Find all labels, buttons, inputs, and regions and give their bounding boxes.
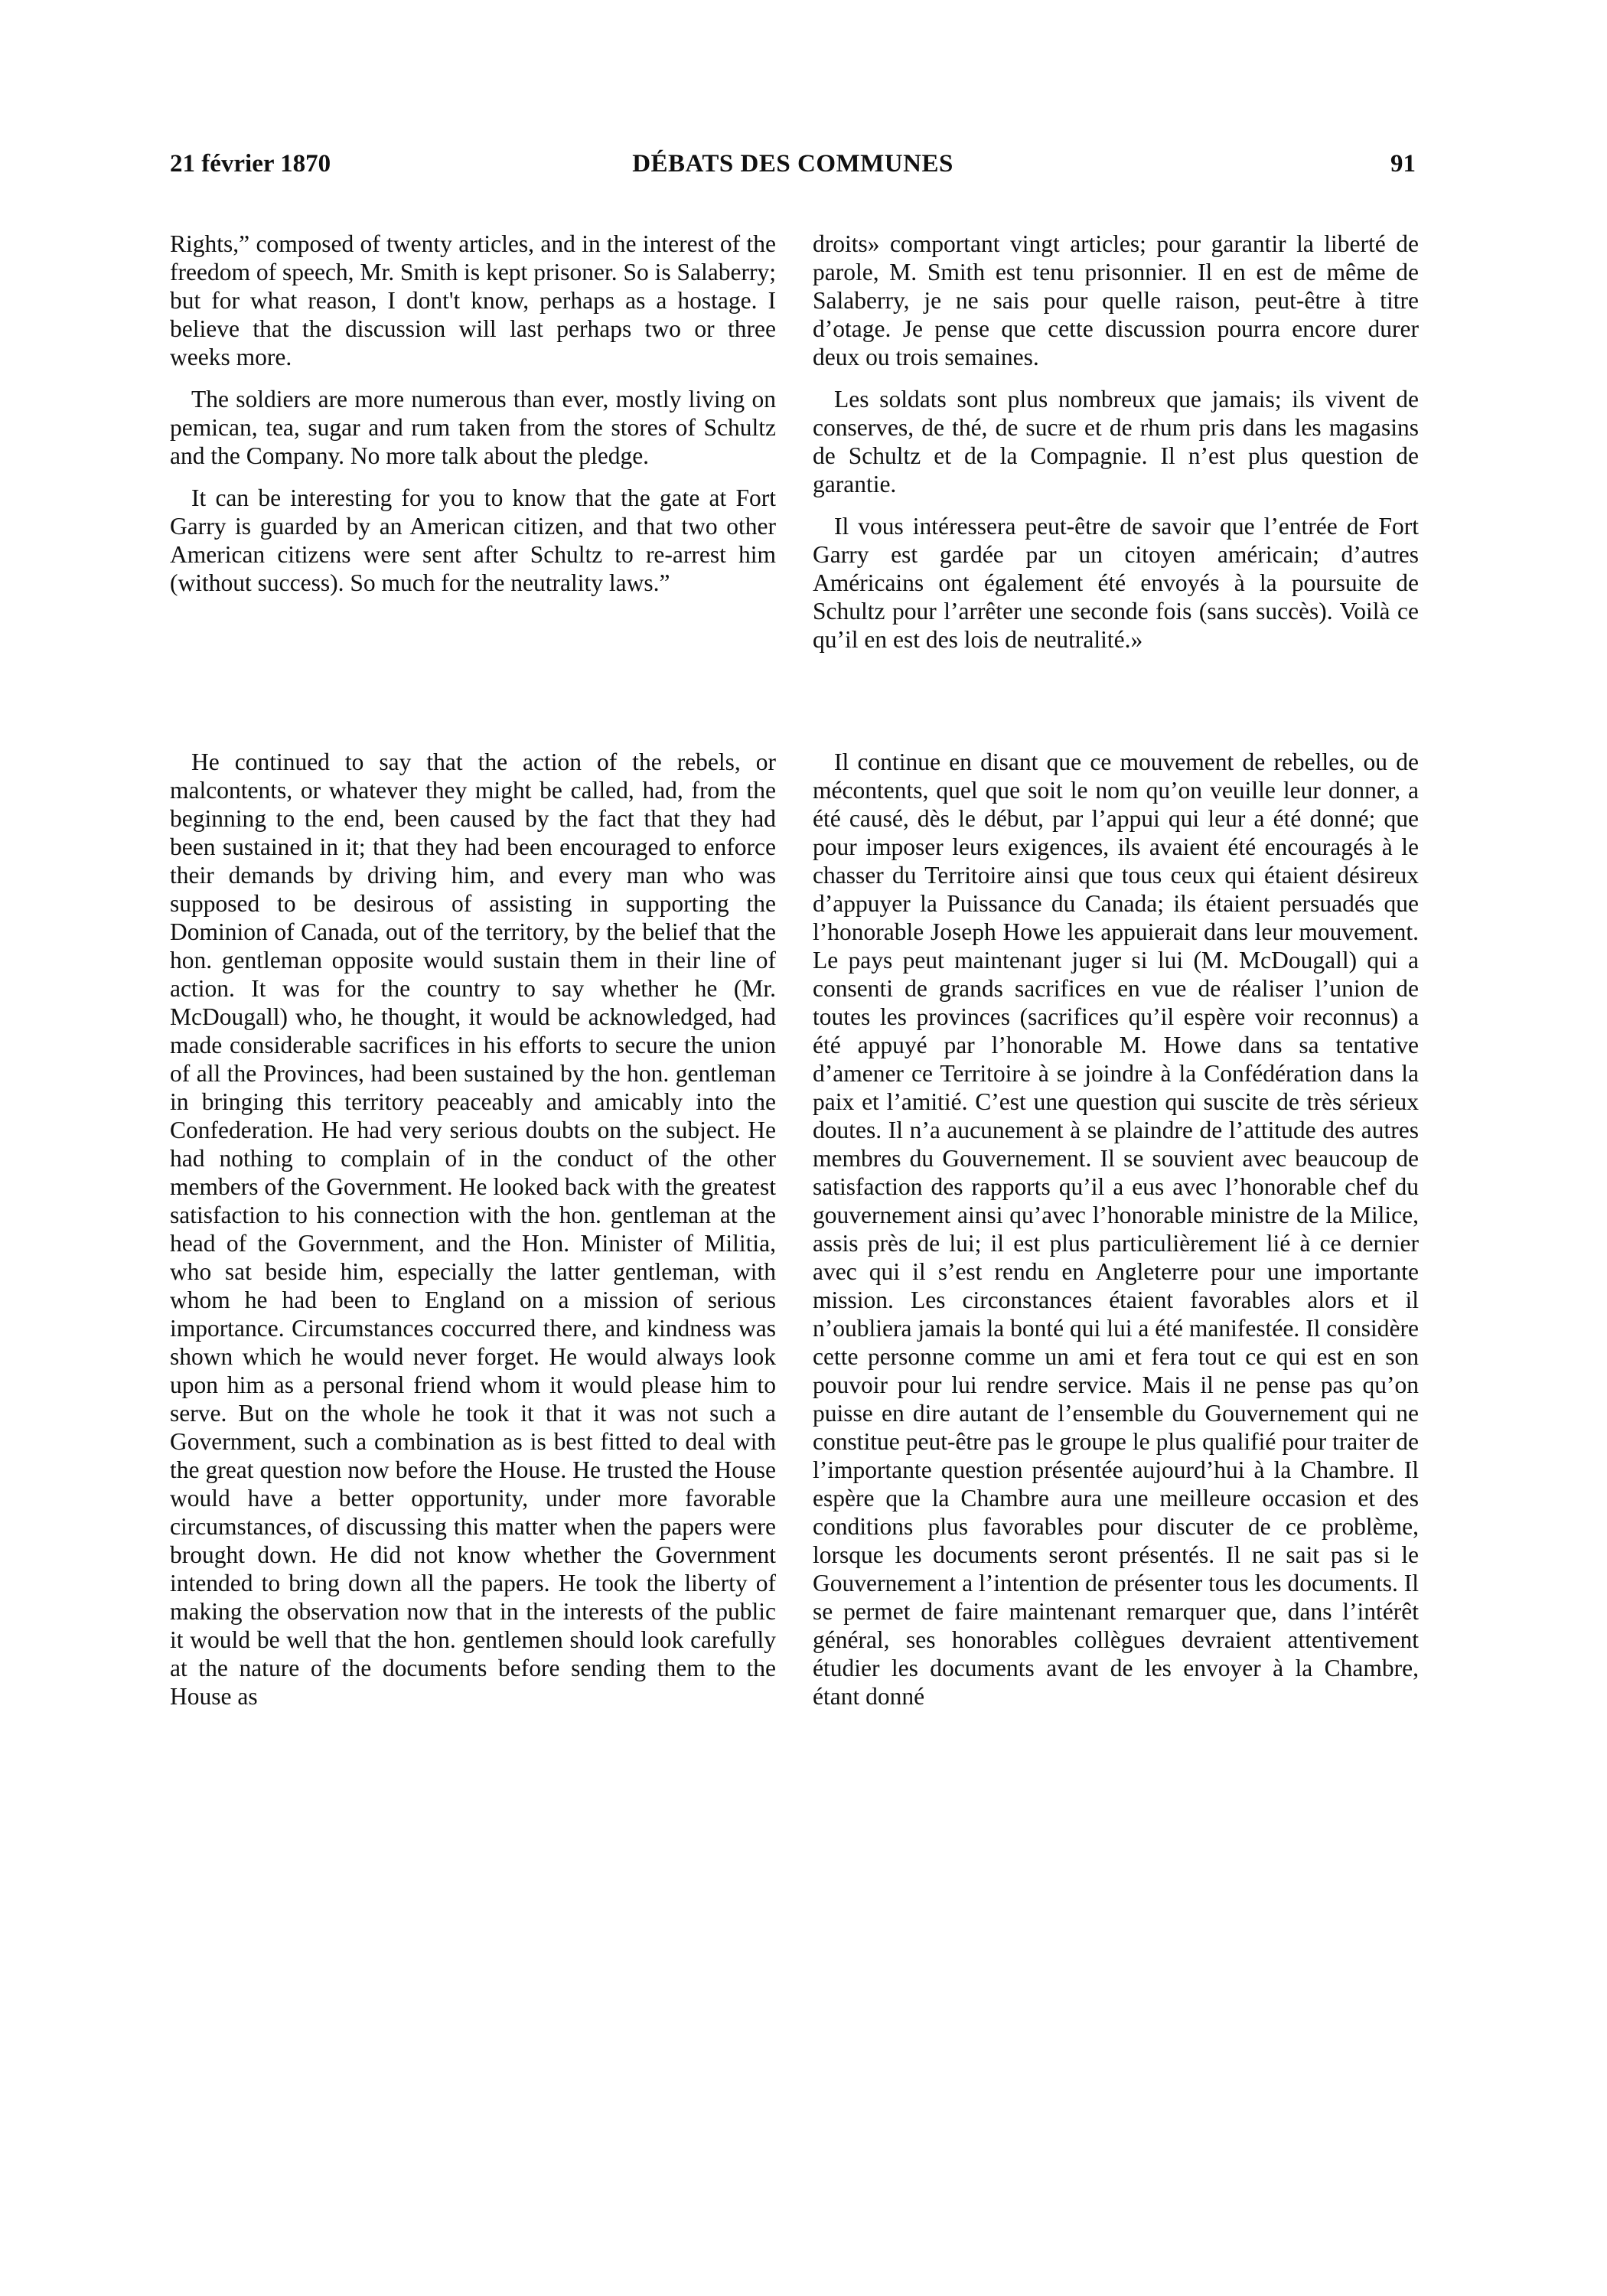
paragraph: Il continue en disant que ce mouvement de rebelles, ou de mécontents, quel que soit le nom qu’on veuille leur donner, a été causé, dès le début, par l’appui qui leur a été donné; que pour imposer leurs exigences, ils avaient été encouragés à le chasser du Territoire ainsi que tous ceux qui étaient désireux d’appuyer la Puissance du Canada; ils étaient persuadés que l’honorable Joseph Howe les appuierait dans leur mouvement. Le pays peut maintenant juger si lui (M. McDougall) qui a consenti de grands sacrifices en vue de réaliser l’union de toutes les provinces (sacrifices qu’il espère voir reconnus) a été appuyé par l’honorable M. Howe dans sa tentative d’amener ce Territoire à se joindre à la Confédération dans la paix et l’amitié. C’est une question qui suscite de très sérieux doutes. Il n’a aucunement à se plaindre de l’attitude des autres membres du Gouvernement. Il se souvient avec beaucoup de satisfaction des rapports qu’il a eus avec l’honorable chef du gouvernement ainsi qu’avec l’honorable ministre de la Milice, assis près de lui; il est plus particulièrement lié à ce dernier avec qui il s’est rendu en Angleterre pour une importante mission. Les circonstances étaient favorables alors et il n’oubliera jamais la bonté qui lui a été manifestée. Il considère cette personne comme un ami et fera tout ce qui est en son pouvoir pour lui rendre service. Mais il ne pense pas qu’on puisse en dire autant de l’ensemble du Gouvernement qui ne constitue peut-être pas le groupe le plus qualifié pour traiter de l’importante question présentée aujourd’hui à la Chambre. Il espère que la Chambre aura une meilleure occasion et des conditions plus favorables pour discuter de ce problème, lorsque les documents seront présentés. Il ne sait pas si le Gouvernement a l’intention de présenter tous les documents. Il se permet de faire maintenant remarquer que, dans l’intérêt général, ses honorables collègues devraient attentivement étudier les documents avant de les envoyer à la Chambre, étant donné bbox=[813, 748, 1419, 1710]
paragraph: droits» comportant vingt articles; pour garantir la liberté de parole, M. Smith est tenu prisonnier. Il en est de même de Salaberry, je ne sais pour quelle raison, peut-être à titre d’otage. Je pense que cette discussion pourra encore durer deux ou trois semaines. bbox=[813, 230, 1419, 370]
paragraph: Les soldats sont plus nombreux que jamais; ils vivent de conserves, de thé, de sucre et de rhum pris dans les magasins de Schultz et de la Compagnie. Il n’est plus question de garantie. bbox=[813, 386, 1419, 497]
french-column-top bbox=[813, 230, 1419, 667]
header-date: 21 février 1870 bbox=[170, 150, 331, 178]
paragraph: The soldiers are more numerous than ever, mostly living on pemican, tea, sugar and rum taken from the stores of Schultz and the Company. No more talk about the pledge. bbox=[170, 386, 776, 469]
paragraph: Rights,” composed of twenty articles, and in the interest of the freedom of speech, Mr. Smith is kept prisoner. So is Salaberry; but for what reason, I dont't know, perhaps as a hostage. I believe that the discussion will last perhaps two or three weeks more. bbox=[170, 230, 776, 370]
page-number: 91 bbox=[1390, 150, 1416, 178]
page-header bbox=[170, 150, 1416, 188]
header-title: DÉBATS DES COMMUNES bbox=[632, 150, 953, 178]
french-column-main bbox=[813, 748, 1419, 1724]
paragraph: It can be interesting for you to know that the gate at Fort Garry is guarded by an American citizen, and that two other American citizens were sent after Schultz to re-arrest him (without success). So much for the neutrality laws.” bbox=[170, 484, 776, 596]
paragraph: Il vous intéressera peut-être de savoir que l’entrée de Fort Garry est gardée par un citoyen américain; d’autres Américains ont également été envoyés à la poursuite de Schultz pour l’arrêter une seconde fois (sans succès). Voilà ce qu’il en est des lois de neutralité.» bbox=[813, 513, 1419, 653]
paragraph: He continued to say that the action of the rebels, or malcontents, or whatever they might be called, had, from the beginning to the end, been caused by the fact that they had been sustained in it; that they had been encouraged to enforce their demands by driving him, and every man who was supposed to be desirous of assisting in supporting the Dominion of Canada, out of the territory, by the belief that the hon. gentleman opposite would sustain them in their line of action. It was for the country to say whether he (Mr. McDougall) who, he thought, it would be acknowledged, had made considerable sacrifices in his efforts to secure the union of all the Provinces, had been sustained by the hon. gentleman in bringing this territory peaceably and amicably into the Confederation. He had very serious doubts on the subject. He had nothing to complain of in the conduct of the other members of the Government. He looked back with the greatest satisfaction to his connection with the hon. gentleman at the head of the Government, and the Hon. Minister of Militia, who sat beside him, especially the latter gentleman, with whom he had been to England on a mission of serious importance. Circumstances coccurred there, and kindness was shown which he would never forget. He would always look upon him as a personal friend whom it would please him to serve. But on the whole he took it that it was not such a Government, such a combination as is best fitted to deal with the great question now before the House. He trusted the House would have a better opportunity, under more favorable circumstances, of discussing this matter when the papers were brought down. He did not know whether the Government intended to bring down all the papers. He took the liberty of making the observation now that in the interests of the public it would be well that the hon. gentlemen should look carefully at the nature of the documents before sending them to the House as bbox=[170, 748, 776, 1710]
english-column-main bbox=[170, 748, 776, 1724]
english-column-top bbox=[170, 230, 776, 611]
